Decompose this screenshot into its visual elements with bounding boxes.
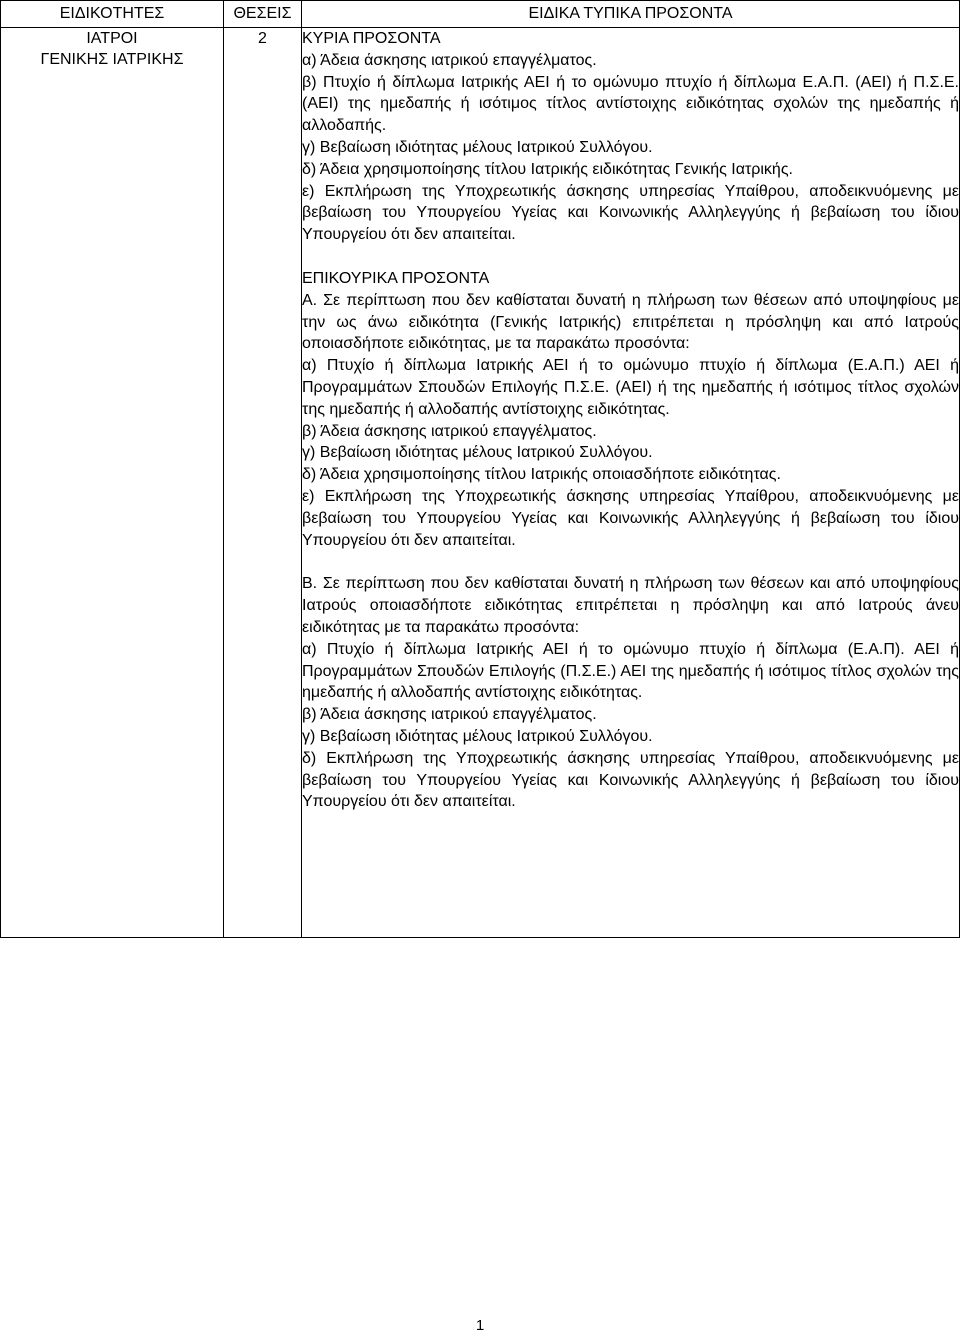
aux-b-item-d: δ) Εκπλήρωση της Υποχρεωτικής άσκησης υπηρεσίας Υπαίθρου, αποδεικνυόμενης με βεβαίωση του Υπουργείου Υγείας και Κοινωνικής Αλληλεγγύης ή βεβαίωση του ίδιου Υπουργείου ότι δεν απαιτείται. <box>302 749 959 811</box>
aux-a-intro: Α. Σε περίπτωση που δεν καθίσταται δυνατή η πλήρωση των θέσεων από υποψηφίους με την ως άνω ειδικότητα (Γενικής Ιατρικής) επιτρέπεται η πρόσληψη και από Ιατρούς οποιασδήποτε ειδικότητας, με τα παρακάτω προσόντα: <box>302 291 959 353</box>
main-item-c: γ) Βεβαίωση ιδιότητας μέλους Ιατρικού Συλλόγου. <box>302 138 653 156</box>
positions-cell: 2 <box>224 28 302 938</box>
qualifications-cell <box>302 28 960 938</box>
main-item-b: β) Πτυχίο ή δίπλωμα Ιατρικής ΑΕΙ ή το ομώνυμο πτυχίο ή δίπλωμα Ε.Α.Π. (ΑΕΙ) ή Π.Σ.Ε. (ΑΕΙ) της ημεδαπής ή ισότιμος τίτλος αντίστοιχης ειδικότητας σχολών της ημεδαπής ή αλλοδαπής. <box>302 73 959 135</box>
spacer <box>302 246 959 268</box>
specialty-line-2: ΓΕΝΙΚΗΣ ΙΑΤΡΙΚΗΣ <box>40 51 184 68</box>
aux-b-item-a: α) Πτυχίο ή δίπλωμα Ιατρικής ΑΕΙ ή το ομώνυμο πτυχίο ή δίπλωμα (Ε.Α.Π). ΑΕΙ ή Προγραμμάτων Σπουδών Επιλογής (Π.Σ.Ε.) ΑΕΙ της ημεδαπής ή ισότιμος τίτλος σχολών της ημεδαπής ή αλλοδαπής αντίστοιχης ειδικότητας. <box>302 640 959 702</box>
aux-b-item-b: β) Άδεια άσκησης ιατρικού επαγγέλματος. <box>302 706 597 724</box>
aux-qualifications-title: ΕΠΙΚΟΥΡΙΚΑ ΠΡΟΣΟΝΤΑ <box>302 269 490 287</box>
aux-b-item-c: γ) Βεβαίωση ιδιότητας μέλους Ιατρικού Συλλόγου. <box>302 727 653 745</box>
table-row <box>1 28 960 938</box>
aux-b-intro: Β. Σε περίπτωση που δεν καθίσταται δυνατή η πλήρωση των θέσεων και από υποψηφίους Ιατρούς οποιασδήποτε ειδικότητας επιτρέπεται η πρόσληψη και από Ιατρούς άνευ ειδικότητας με τα παρακάτω προσόντα: <box>302 575 959 636</box>
aux-a-item-b: β) Άδεια άσκησης ιατρικού επαγγέλματος. <box>302 422 597 440</box>
specialty-cell <box>1 28 224 938</box>
page-number: 1 <box>475 1317 485 1334</box>
specialty-line-1: ΙΑΤΡΟΙ <box>86 30 138 47</box>
aux-a-item-a: α) Πτυχίο ή δίπλωμα Ιατρικής ΑΕΙ ή το ομώνυμο πτυχίο ή δίπλωμα (Ε.Α.Π.) ΑΕΙ ή Προγραμμάτων Σπουδών Επιλογής Π.Σ.Ε. (ΑΕΙ) ή της ημεδαπής ή ισότιμος τίτλος σχολών της ημεδαπής ή αλλοδαπής αντίστοιχης ειδικότητας. <box>302 357 959 418</box>
header-specialty: ΕΙΔΙΚΟΤΗΤΕΣ <box>1 1 224 28</box>
header-qualifications: ΕΙΔΙΚΑ ΤΥΠΙΚΑ ΠΡΟΣΟΝΤΑ <box>302 1 960 28</box>
main-item-d: δ) Άδεια χρησιμοποίησης τίτλου Ιατρικής ειδικότητας Γενικής Ιατρικής. <box>302 160 793 178</box>
header-positions: ΘΕΣΕΙΣ <box>224 1 302 28</box>
table-header-row <box>1 1 960 28</box>
main-qualifications-title: ΚΥΡΙΑ ΠΡΟΣΟΝΤΑ <box>302 30 441 47</box>
main-item-a: α) Άδεια άσκησης ιατρικού επαγγέλματος. <box>302 51 597 69</box>
aux-a-item-d: δ) Άδεια χρησιμοποίησης τίτλου Ιατρικής οποιασδήποτε ειδικότητας. <box>302 466 781 484</box>
aux-a-item-e: ε) Εκπλήρωση της Υποχρεωτικής άσκησης υπηρεσίας Υπαίθρου, αποδεικνυόμενης με βεβαίωση του Υπουργείου Υγείας και Κοινωνικής Αλληλεγγύης ή βεβαίωση του ίδιου Υπουργείου ότι δεν απαιτείται. <box>302 487 959 549</box>
aux-a-item-c: γ) Βεβαίωση ιδιότητας μέλους Ιατρικού Συλλόγου. <box>302 444 653 462</box>
spacer <box>302 551 959 573</box>
main-item-e: ε) Εκπλήρωση της Υποχρεωτικής άσκησης υπηρεσίας Υπαίθρου, αποδεικνυόμενης με βεβαίωση του Υπουργείου Υγείας και Κοινωνικής Αλληλεγγύης ή βεβαίωση του ίδιου Υπουργείου ότι δεν απαιτείται. <box>302 182 959 244</box>
